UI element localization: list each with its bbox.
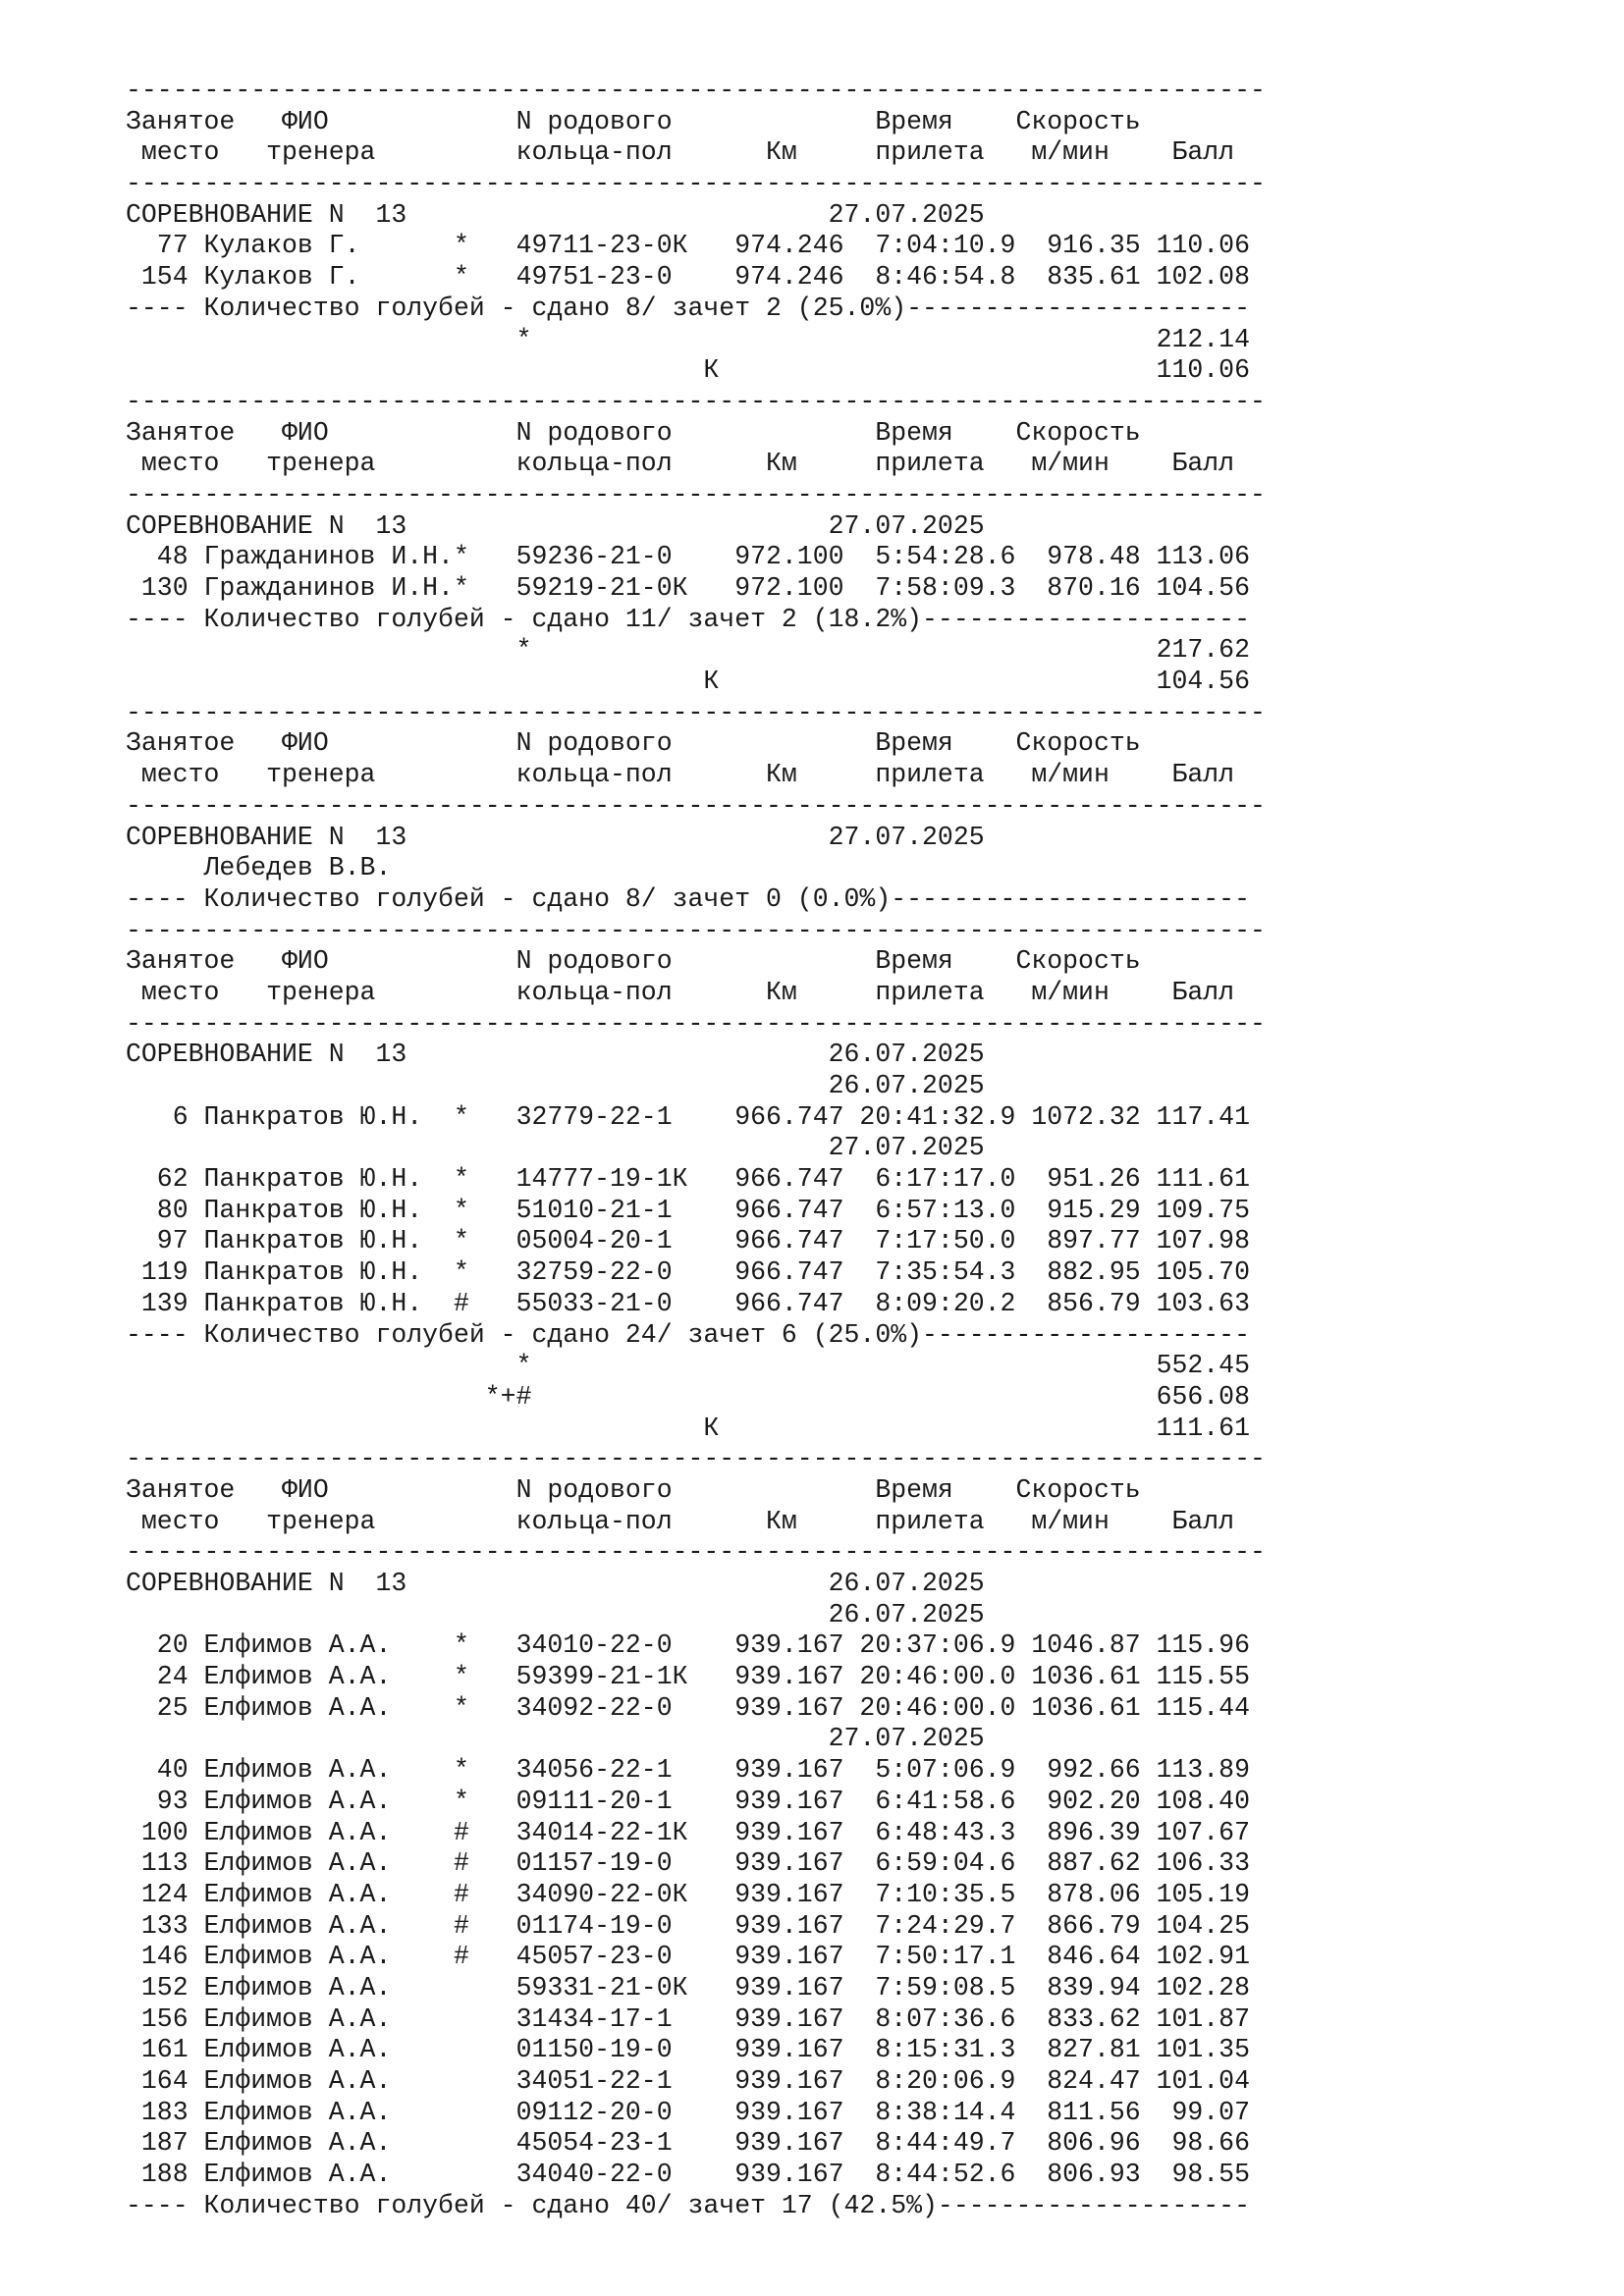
report-line: СОРЕВНОВАНИЕ N 13 27.07.2025 [126,199,985,230]
report-line: место тренера кольца-пол Км прилета м/мин Балл [126,760,1235,790]
report-line: 187 Елфимов А.А. 45054-23-1 939.167 8:44:49.7 806.96 98.66 [126,2128,1250,2159]
report-line: СОРЕВНОВАНИЕ N 13 26.07.2025 [126,1569,985,1598]
report-line: ---- Количество голубей - сдано 11/ зачет 2 (18.2%)--------------------- [126,604,1250,634]
report-line: 113 Елфимов А.А. # 01157-19-0 939.167 6:59:04.6 887.62 106.33 [126,1848,1250,1879]
report-line: * 552.45 [126,1351,1250,1381]
report-line: К 111.61 [126,1413,1250,1443]
report-line: 188 Елфимов А.А. 34040-22-0 939.167 8:44:52.6 806.93 98.55 [126,2160,1250,2190]
report-line: 154 Кулаков Г. * 49751-23-0 974.246 8:46:54.8 835.61 102.08 [126,262,1250,293]
report-line: ------------------------------------------------------------------------- [126,169,1266,199]
report-line: 93 Елфимов А.А. * 09111-20-1 939.167 6:41:58.6 902.20 108.40 [126,1786,1250,1816]
report-line: 26.07.2025 [126,1071,985,1100]
report-line: 24 Елфимов А.А. * 59399-21-1К 939.167 20:46:00.0 1036.61 115.55 [126,1662,1250,1692]
report-line: 124 Елфимов А.А. # 34090-22-0К 939.167 7:10:35.5 878.06 105.19 [126,1879,1250,1909]
report-line: 25 Елфимов А.А. * 34092-22-0 939.167 20:46:00.0 1036.61 115.44 [126,1692,1250,1723]
report-line: 27.07.2025 [126,1724,985,1754]
report-line: ------------------------------------------------------------------------- [126,76,1266,105]
report-line: 119 Панкратов Ю.Н. * 32759-22-0 966.747 7:35:54.3 882.95 105.70 [126,1257,1250,1288]
report-line: ---- Количество голубей - сдано 8/ зачет 2 (25.0%)---------------------- [126,293,1250,323]
report-line: Занятое ФИО N родового Время Скорость [126,1474,1141,1505]
report-line: 139 Панкратов Ю.Н. # 55033-21-0 966.747 8:09:20.2 856.79 103.63 [126,1288,1250,1318]
report-line: ---- Количество голубей - сдано 8/ зачет 0 (0.0%)----------------------- [126,883,1250,914]
report-line: ------------------------------------------------------------------------- [126,1537,1266,1568]
report-line: 27.07.2025 [126,1133,985,1163]
report-line: Занятое ФИО N родового Время Скорость [126,946,1141,977]
report-line: 100 Елфимов А.А. # 34014-22-1К 939.167 6:48:43.3 896.39 107.67 [126,1817,1250,1847]
report-line: Занятое ФИО N родового Время Скорость [126,417,1141,448]
report-line: место тренера кольца-пол Км прилета м/мин Балл [126,1506,1235,1536]
report-line: Занятое ФИО N родового Время Скорость [126,728,1141,759]
report-line: 130 Гражданинов И.Н.* 59219-21-0К 972.100 7:58:09.3 870.16 104.56 [126,573,1250,603]
report-line: 80 Панкратов Ю.Н. * 51010-21-1 966.747 6:57:13.0 915.29 109.75 [126,1195,1250,1225]
report-line: ------------------------------------------------------------------------- [126,915,1266,945]
report-line: 62 Панкратов Ю.Н. * 14777-19-1К 966.747 6:17:17.0 951.26 111.61 [126,1164,1250,1195]
report-line: * 212.14 [126,324,1250,354]
report-line: ------------------------------------------------------------------------- [126,1008,1266,1039]
report-line: 20 Елфимов А.А. * 34010-22-0 939.167 20:37:06.9 1046.87 115.96 [126,1630,1250,1661]
report-line: СОРЕВНОВАНИЕ N 13 27.07.2025 [126,510,985,541]
report-line: место тренера кольца-пол Км прилета м/мин Балл [126,449,1235,479]
report-line: Лебедев В.В. [126,853,392,883]
report-line: 146 Елфимов А.А. # 45057-23-0 939.167 7:50:17.1 846.64 102.91 [126,1942,1250,1972]
report-line: 26.07.2025 [126,1599,985,1629]
results-report [126,76,1266,2221]
report-line: 40 Елфимов А.А. * 34056-22-1 939.167 5:07:06.9 992.66 113.89 [126,1755,1250,1786]
report-line: ------------------------------------------------------------------------- [126,697,1266,727]
report-line: Занятое ФИО N родового Время Скорость [126,106,1141,136]
report-line: 156 Елфимов А.А. 31434-17-1 939.167 8:07:36.6 833.62 101.87 [126,2003,1250,2034]
report-line: 152 Елфимов А.А. 59331-21-0К 939.167 7:59:08.5 839.94 102.28 [126,1972,1250,2002]
report-line: место тренера кольца-пол Км прилета м/мин Балл [126,977,1235,1007]
report-line: 48 Гражданинов И.Н.* 59236-21-0 972.100 5:54:28.6 978.48 113.06 [126,542,1250,572]
report-line: ------------------------------------------------------------------------- [126,790,1266,821]
report-line: место тренера кольца-пол Км прилета м/мин Балл [126,137,1235,168]
report-line: К 104.56 [126,667,1250,697]
report-line: 183 Елфимов А.А. 09112-20-0 939.167 8:38:14.4 811.56 99.07 [126,2097,1250,2127]
report-line: 77 Кулаков Г. * 49711-23-0К 974.246 7:04:10.9 916.35 110.06 [126,231,1250,261]
report-line: ---- Количество голубей - сдано 24/ зачет 6 (25.0%)--------------------- [126,1319,1250,1350]
report-line: 161 Елфимов А.А. 01150-19-0 939.167 8:15:31.3 827.81 101.35 [126,2035,1250,2065]
report-line: СОРЕВНОВАНИЕ N 13 26.07.2025 [126,1040,985,1070]
report-line: ------------------------------------------------------------------------- [126,386,1266,416]
report-line: К 110.06 [126,355,1250,386]
report-line: 6 Панкратов Ю.Н. * 32779-22-1 966.747 20:41:32.9 1072.32 117.41 [126,1101,1250,1132]
report-line: ------------------------------------------------------------------------- [126,479,1266,509]
report-line: СОРЕВНОВАНИЕ N 13 27.07.2025 [126,822,985,852]
report-line: *+# 656.08 [126,1381,1250,1412]
report-line: ------------------------------------------------------------------------- [126,1444,1266,1474]
report-line: * 217.62 [126,635,1250,666]
report-line: 97 Панкратов Ю.Н. * 05004-20-1 966.747 7:17:50.0 897.77 107.98 [126,1226,1250,1256]
report-line: 133 Елфимов А.А. # 01174-19-0 939.167 7:24:29.7 866.79 104.25 [126,1910,1250,1941]
report-line: ---- Количество голубей - сдано 40/ зачет 17 (42.5%)-------------------- [126,2190,1250,2220]
report-line: 164 Елфимов А.А. 34051-22-1 939.167 8:20:06.9 824.47 101.04 [126,2066,1250,2096]
